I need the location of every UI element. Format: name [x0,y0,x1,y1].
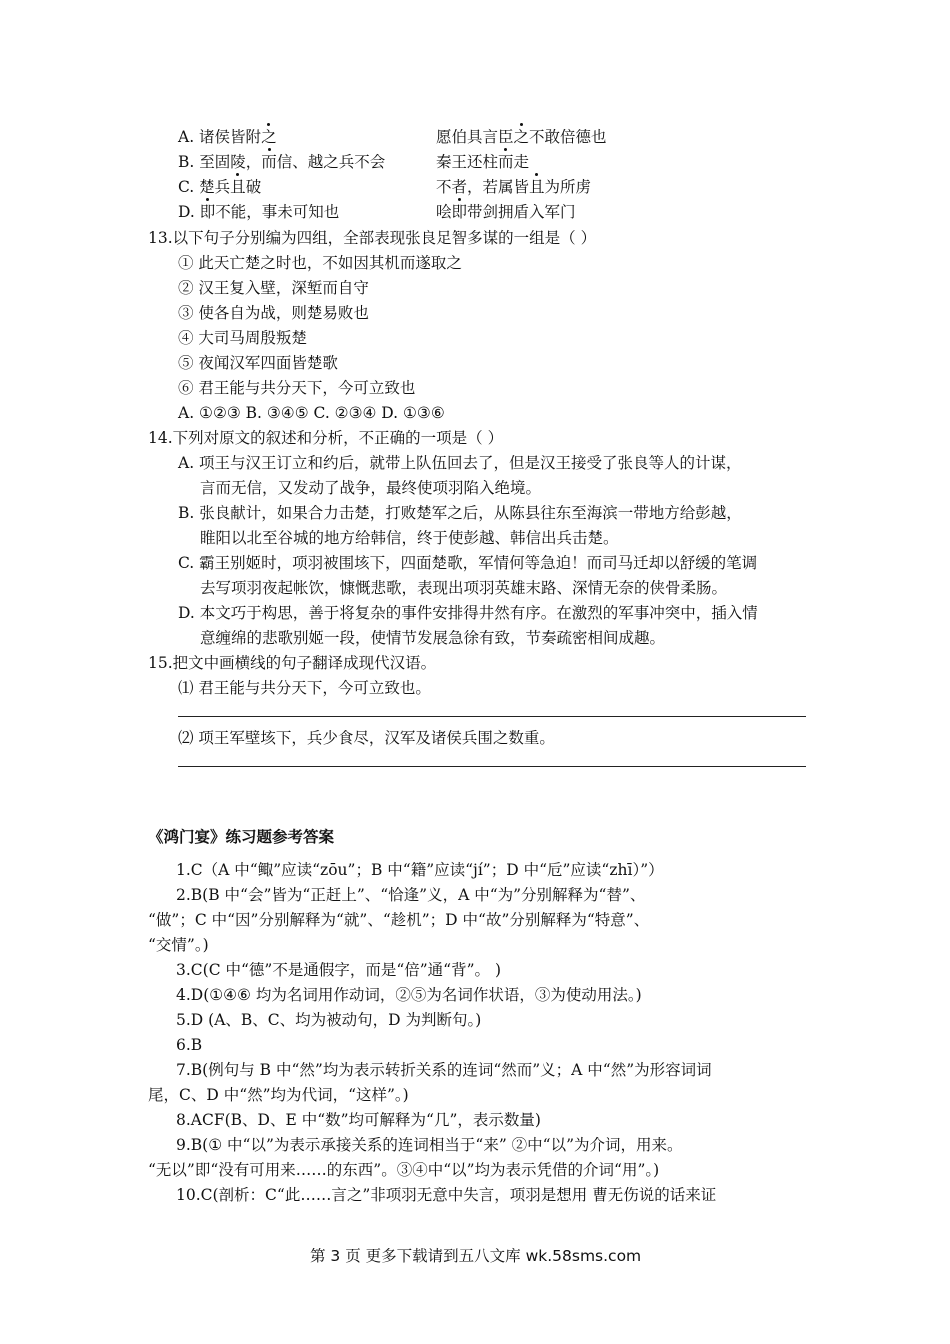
answer-line-6: 6.B [176,1036,203,1054]
answer-line-5: 5.D (A、B、C、均为被动句，D 为判断句。) [176,1011,482,1029]
answer-line-7-cont: 尾，C、D 中“然”均为代词，“这样”。) [148,1086,409,1104]
q13-item: ③ 使各自为战，则楚易败也 [178,304,369,322]
q13-stem: 13.以下句子分别编为四组，全部表现张良足智多谋的一组是（ ） [148,229,597,247]
q13-item: ④ 大司马周殷叛楚 [178,329,307,347]
q12-option-b-left: B. 至固陵，而信、越之兵不会 [178,153,386,171]
q14-option-d: D. 本文巧于构思，善于将复杂的事件安排得井然有序。在激烈的军事冲突中，插入情 [178,604,758,622]
q15-item-1: ⑴ 君王能与共分天下，今可立致也。 [178,679,431,697]
q13-item: ① 此天亡楚之时也，不如因其机而遂取之 [178,254,462,272]
answer-line-9: 9.B(① 中“以”为表示承接关系的连词相当于“来” ②中“以”为介词，用来。 [176,1136,683,1154]
q12-option-d-right: 哙即带剑拥盾入军门 [436,203,576,221]
answer-line-2-cont: “做”；C 中“因”分别解释为“就”、“趁机”；D 中“故”分别解释为“特意”、 [148,911,650,929]
q12-option-c-left: C. 楚兵且破 [178,178,262,196]
q15-item-2: ⑵ 项王军壁垓下，兵少食尽，汉军及诸侯兵围之数重。 [178,729,555,747]
q15-stem: 15.把文中画横线的句子翻译成现代汉语。 [148,654,437,672]
q12-option-b-right: 秦王还柱而走 [436,153,530,171]
q13-item: ⑥ 君王能与共分天下，今可立致也 [178,379,416,397]
answers-title: 《鸿门宴》练习题参考答案 [148,827,335,846]
q13-item: ⑤ 夜闻汉军四面皆楚歌 [178,354,338,372]
q14-option-a: A. 项王与汉王订立和约后，就带上队伍回去了，但是汉王接受了张良等人的计谋， [178,454,742,472]
q14-option-a-cont: 言而无信，又发动了战争，最终使项羽陷入绝境。 [200,479,542,497]
answer-line-1: 1.C（A 中“鲰”应读“zōu”；B 中“籍”应读“jí”；D 中“卮”应读“zhī）”） [176,861,664,879]
answer-line-10: 10.C(剖析：C“此……言之”非项羽无意中失言，项羽是想用 曹无伤说的话来证 [176,1186,717,1204]
q14-option-d-cont: 意缠绵的悲歌别姬一段，使情节发展急徐有致，节奏疏密相间成趣。 [200,629,666,647]
answer-line-4: 4.D(①④⑥ 均为名词用作动词，②⑤为名词作状语，③为使动用法。) [176,986,642,1004]
q12-option-a-left: A. 诸侯皆附之 [178,128,277,146]
q12-option-c-right: 不者，若属皆且为所虏 [436,178,592,196]
answer-line-2-cont: “交情”。) [148,936,209,954]
q14-stem: 14.下列对原文的叙述和分析，不正确的一项是（ ） [148,429,504,447]
answer-line-8: 8.ACF(B、D、E 中“数”均可解释为“几”，表示数量) [176,1111,541,1129]
q14-option-c-cont: 去写项羽夜起帐饮，慷慨悲歌，表现出项羽英雄末路、深情无奈的侠骨柔肠。 [200,579,728,597]
q13-options: A. ①②③ B. ③④⑤ C. ②③④ D. ①③⑥ [178,404,445,422]
q14-option-b-cont: 睢阳以北至谷城的地方给韩信，终于使彭越、韩信出兵击楚。 [200,529,619,547]
answer-line-9-cont: “无以”即“没有可用来……的东西”。③④中“以”均为表示凭借的介词“用”。) [148,1161,660,1179]
q13-item: ② 汉王复入壁，深堑而自守 [178,279,369,297]
answer-line [178,716,806,717]
q12-option-d-left: D. 即不能，事未可知也 [178,203,340,221]
answer-line-7: 7.B(例句与 B 中“然”均为表示转折关系的连词“然而”义；A 中“然”为形容词词 [176,1061,712,1079]
q12-option-a-right: 愿伯具言臣之不敢倍德也 [436,128,607,146]
answer-line-2: 2.B(B 中“会”皆为“正赶上”、“恰逢”义，A 中“为”分别解释为“替”、 [176,886,646,904]
answer-line-3: 3.C(C 中“德”不是通假字，而是“倍”通“背”。 ) [176,961,502,979]
page-footer: 第 3 页 更多下载请到五八文库 wk.58sms.com [310,1247,642,1265]
q14-option-c: C. 霸王别姬时，项羽被围垓下，四面楚歌，军情何等急迫！而司马迁却以舒缓的笔调 [178,554,758,572]
answer-line [178,766,806,767]
q14-option-b: B. 张良献计，如果合力击楚，打败楚军之后，从陈县往东至海滨一带地方给彭越， [178,504,742,522]
